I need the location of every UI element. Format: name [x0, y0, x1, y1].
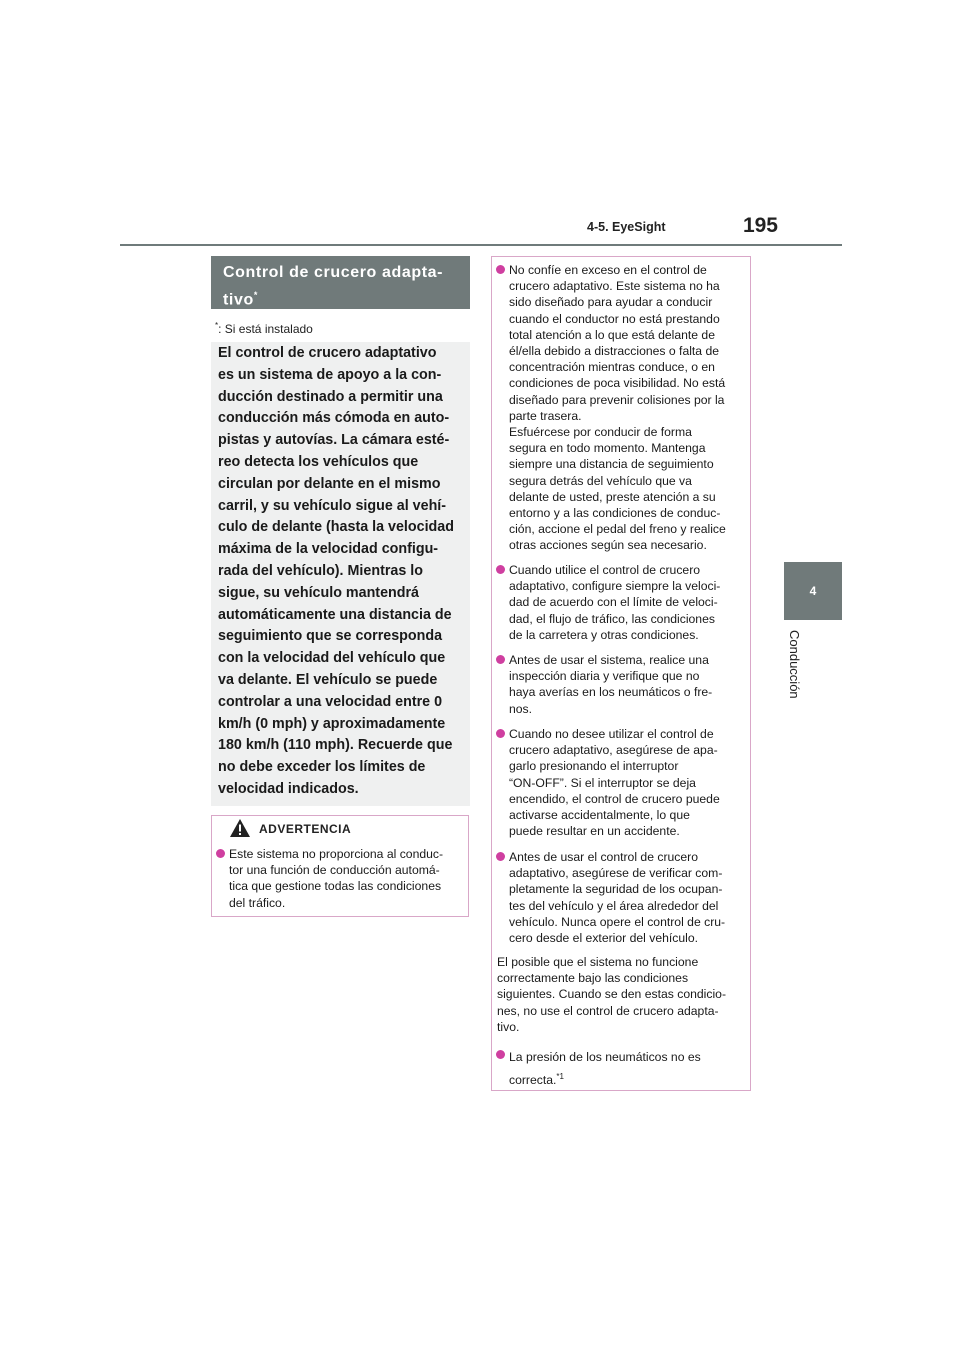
list-item-line: de la carretera y otras condiciones. — [509, 627, 699, 642]
list-item-line: otras acciones según sea necesario. — [509, 538, 707, 553]
list-item-line: haya averías en los neumáticos o fre- — [509, 685, 713, 700]
list-item — [509, 652, 745, 717]
intro-line: conducción más cómoda en auto- — [218, 410, 450, 427]
list-item-line: segura en todo momento. Mantenga — [509, 441, 706, 456]
list-item-line: adaptativo, configure siempre la veloci- — [509, 579, 721, 594]
intro-line: no debe exceder los límites de — [218, 759, 426, 776]
paragraph-line: nes, no use el control de crucero adapta- — [497, 1003, 719, 1018]
intro-line: seguimiento que se corresponda — [218, 628, 443, 645]
list-item-line: Esfuércese por conducir de forma — [509, 425, 692, 440]
intro-line: velocidad indicados. — [218, 780, 359, 797]
list-item-line: Antes de usar el control de crucero — [509, 850, 699, 864]
list-item-line: Este sistema no proporciona al conduc- — [229, 847, 444, 861]
heading-line: Control de crucero adapta- — [223, 264, 444, 281]
list-item-line: Cuando utilice el control de crucero — [509, 563, 701, 577]
list-item-line: crucero adaptativo. Este sistema no ha — [509, 279, 720, 294]
list-item-line: Cuando no desee utilizar el control de — [509, 727, 714, 741]
intro-line: pistas y autovías. La cámara esté- — [218, 432, 450, 449]
chapter-tab — [784, 562, 842, 620]
list-item-line: condiciones de poca visibilidad. No está — [509, 376, 726, 391]
list-item-line: adaptativo, asegúrese de verificar com- — [509, 866, 723, 881]
list-item-line: cero desde el exterior del vehículo. — [509, 931, 699, 946]
list-item-line: segura detrás del vehículo que va — [509, 473, 692, 488]
intro-line: carril, y su vehículo sigue al vehí- — [218, 497, 447, 514]
list-item — [509, 726, 745, 839]
bullet-dot-icon — [496, 852, 505, 861]
bullet-dot-icon — [496, 1050, 505, 1059]
list-item-line: dad, el flujo de tráfico, las condiciones — [509, 611, 715, 626]
list-item — [509, 1047, 745, 1090]
footnote-marker: * — [215, 321, 219, 330]
warning-triangle-icon — [229, 818, 251, 838]
bullet-dot-icon — [216, 849, 225, 858]
list-item-line: activarse accidentalmente, lo que — [509, 808, 690, 823]
heading-line-text: tivo — [223, 291, 254, 309]
intro-line: reo detecta los vehículos que — [218, 453, 419, 470]
list-item-line: diseñado para prevenir colisiones por la — [509, 392, 725, 407]
intro-line: circulan por delante en el mismo — [218, 475, 441, 492]
list-item-line: siempre una distancia de seguimiento — [509, 457, 714, 472]
list-item-line: tica que gestione todas las condiciones — [229, 879, 442, 894]
list-item-line: concentración mientras conduce, o en — [509, 360, 715, 375]
page-number: 195 — [742, 214, 778, 237]
paragraph-line: siguientes. Cuando se den estas condicio- — [497, 987, 726, 1002]
intro-line: automáticamente una distancia de — [218, 606, 452, 623]
intro-line: rada del vehículo). Mientras lo — [218, 562, 423, 579]
list-item-line: dad de acuerdo con el límite de veloci- — [509, 595, 718, 610]
list-item-line: garlo presionando el interruptor — [509, 759, 679, 774]
paragraph-line: El posible que el sistema no funcione — [497, 955, 699, 969]
list-item-line: puede resultar en un accidente. — [509, 824, 680, 839]
list-item-line: inspección diaria y verifique que no — [509, 669, 700, 684]
intro-line: va delante. El vehículo se puede — [218, 671, 438, 688]
list-item-line: él/ella debido a distracciones o falta de — [509, 344, 720, 359]
list-item-line: encendido, el control de crucero puede — [509, 791, 720, 806]
list-item-line: vehículo. Nunca opere el control de cru- — [509, 914, 726, 929]
list-item-line: tor una función de conducción automá- — [229, 863, 440, 878]
list-item — [509, 262, 745, 554]
list-item-line: crucero adaptativo, asegúrese de apa- — [509, 743, 718, 758]
list-item-line: “ON-OFF”. Si el interruptor se deja — [509, 775, 696, 790]
heading-asterisk: * — [253, 290, 258, 300]
list-item-line: ción, accione el pedal del freno y realice — [509, 522, 726, 537]
list-item-line: nos. — [509, 701, 533, 716]
bullet-dot-icon — [496, 655, 505, 664]
list-item-line: sido diseñado para ayudar a conducir — [509, 295, 713, 310]
heading-line — [223, 284, 467, 311]
intro-line: es un sistema de apoyo a la con- — [218, 366, 442, 383]
warning-title: ADVERTENCIA — [259, 822, 352, 836]
paragraph-line: tivo. — [497, 1019, 520, 1034]
list-item-line: tes del vehículo y el área alrededor del — [509, 898, 719, 913]
intro-line: máxima de la velocidad configu- — [218, 541, 439, 558]
bullet-dot-icon — [496, 265, 505, 274]
footnote-ref: *1 — [556, 1072, 564, 1081]
intro-line: km/h (0 mph) y aproximadamente — [218, 715, 446, 732]
chapter-number: 4 — [809, 584, 817, 598]
paragraph-line: correctamente bajo las condiciones — [497, 971, 689, 986]
list-item — [509, 849, 745, 946]
list-item-line: La presión de los neumáticos no es — [509, 1050, 701, 1064]
chapter-title: Conducción — [787, 630, 802, 699]
intro-line: culo de delante (hasta la velocidad — [218, 519, 454, 536]
section-label: 4-5. EyeSight — [587, 220, 666, 234]
bullet-dot-icon — [496, 729, 505, 738]
list-item-line: delante de usted, preste atención a su — [509, 489, 716, 504]
list-item — [229, 846, 465, 911]
list-item-line: No confíe en exceso en el control de — [509, 263, 707, 277]
footnote — [215, 321, 465, 336]
intro-line: sigue, su vehículo mantendrá — [218, 584, 420, 601]
footnote-text: : Si está instalado — [218, 322, 313, 336]
intro-line: El control de crucero adaptativo — [218, 345, 437, 361]
intro-line: controlar a una velocidad entre 0 — [218, 693, 443, 710]
list-item-line: del tráfico. — [229, 895, 286, 910]
bullet-dot-icon — [496, 565, 505, 574]
list-item-line: cuando el conductor no está prestando — [509, 311, 720, 326]
intro-line: 180 km/h (110 mph). Recuerde que — [218, 737, 453, 754]
conditions-paragraph — [497, 954, 745, 1035]
list-item-line: total atención a lo que está delante de — [509, 327, 715, 342]
intro-line: ducción destinado a permitir una — [218, 388, 443, 405]
list-item-text: correcta. — [509, 1073, 557, 1088]
list-item-line — [509, 1067, 745, 1090]
section-heading — [223, 262, 467, 311]
list-item-line: Antes de usar el sistema, realice una — [509, 653, 709, 667]
list-item-line: pletamente la seguridad de los ocupan- — [509, 882, 723, 897]
header-rule — [120, 244, 842, 246]
intro-line: con la velocidad del vehículo que — [218, 650, 446, 667]
list-item-line: entorno y a las condiciones de conduc- — [509, 506, 721, 521]
list-item-line: parte trasera. — [509, 408, 582, 423]
list-item — [509, 562, 745, 643]
intro-text — [218, 343, 468, 801]
